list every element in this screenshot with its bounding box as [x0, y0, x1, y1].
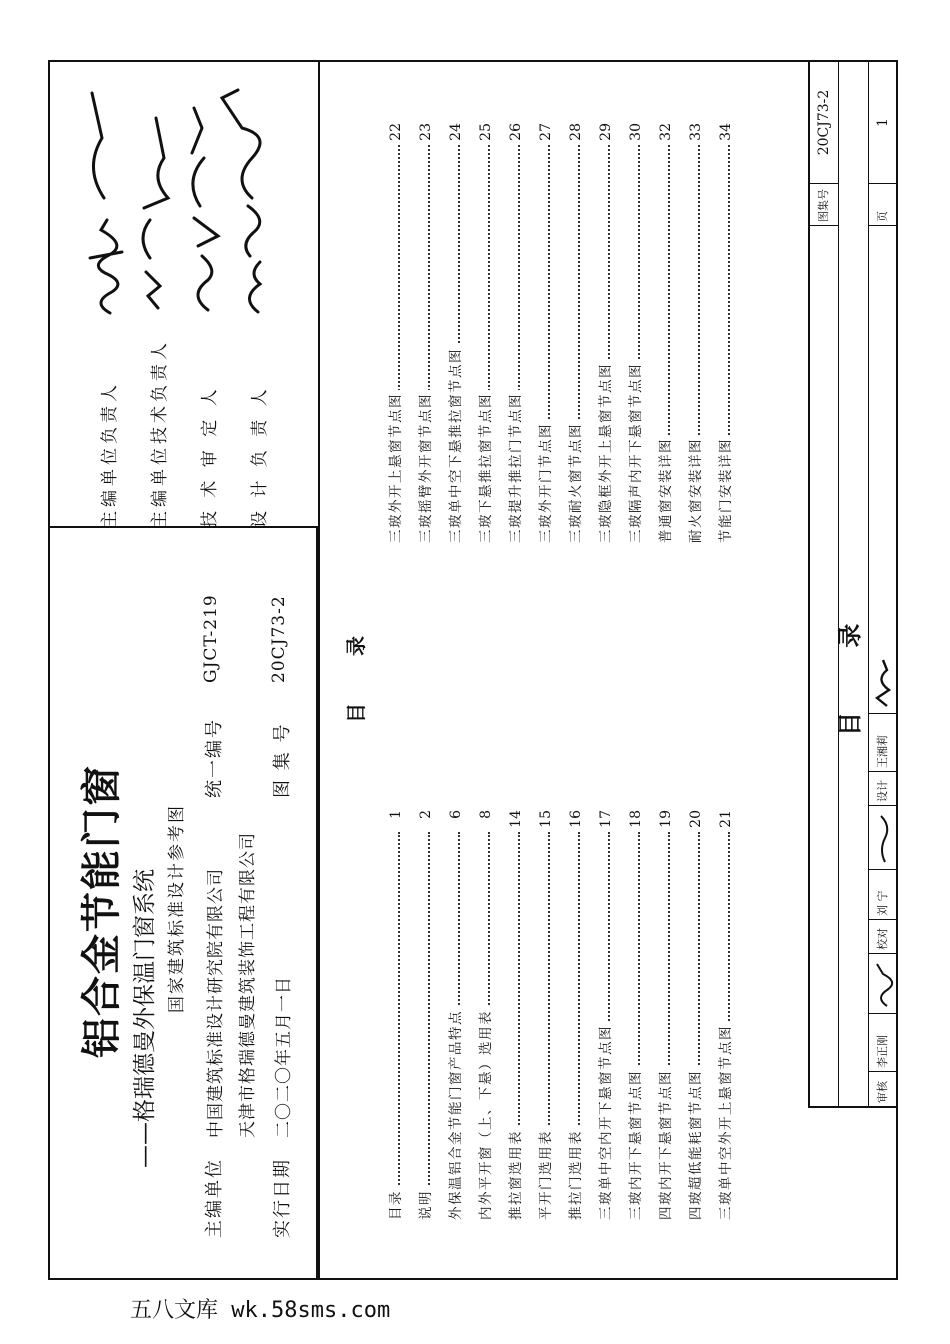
review-signature-mark	[871, 960, 895, 1010]
editor-unit-1: 中国建筑标准设计研究院有限公司	[206, 868, 226, 1138]
date-value: 二〇二〇年五月一日	[274, 976, 294, 1138]
watermark-footer	[130, 1293, 390, 1324]
toc-page: 23	[415, 123, 437, 144]
page-cell-value: 1	[869, 62, 897, 184]
toc-page: 33	[685, 123, 707, 144]
toc-title: 平开门选用表	[535, 1127, 557, 1220]
responsibility-label: 主编单位负责人	[100, 381, 120, 528]
toc-page: 17	[595, 810, 617, 831]
toc-page: 28	[565, 123, 587, 144]
toc-title: 三玻提升推拉门节点图	[505, 390, 527, 543]
toc-page: 16	[565, 810, 587, 831]
toc-page: 24	[445, 123, 467, 144]
toc-entry	[475, 123, 501, 543]
toc-entry	[715, 123, 741, 543]
toc-entry	[445, 123, 471, 543]
toc-title: 三玻单中空下悬推拉窗节点图	[445, 345, 467, 543]
atlas-number-label: 图 集 号	[272, 722, 293, 798]
toc-page: 19	[655, 810, 677, 831]
toc-page: 32	[655, 123, 677, 144]
toc-page: 2	[415, 810, 437, 822]
toc-page: 34	[715, 123, 737, 144]
toc-entry	[625, 810, 651, 1220]
toc-page: 18	[625, 810, 647, 831]
design-signature	[869, 650, 897, 714]
toc-title: 三玻单中空内开下悬窗节点图	[595, 1022, 617, 1220]
toc-entry	[565, 810, 591, 1220]
toc-entry	[595, 810, 621, 1220]
title-block-number-row	[810, 62, 839, 1106]
atlas-number-cell-label: 图集号	[810, 184, 838, 226]
toc-title: 四玻超低能耗窗节点图	[685, 1067, 707, 1220]
signature-2	[143, 118, 168, 308]
toc-title: 说明	[415, 1187, 437, 1220]
footer-url: wk.58sms.com	[231, 1298, 391, 1323]
signature-group	[80, 68, 300, 318]
drawing-sheet	[48, 60, 898, 1280]
toc-entry	[475, 810, 501, 1220]
check-signature-mark	[871, 812, 895, 866]
check-signature	[869, 806, 897, 870]
toc-entry	[595, 123, 621, 543]
toc-title: 推拉窗选用表	[505, 1127, 527, 1220]
toc-entry	[505, 123, 531, 543]
toc-entry	[655, 810, 681, 1220]
page-cell-label: 页	[869, 184, 897, 226]
toc-title: 内外平开窗（上、下悬）选用表	[475, 1007, 497, 1220]
unified-number-value: GJCT-219	[201, 594, 221, 683]
toc-title: 耐火窗安装详图	[685, 435, 707, 543]
toc-entry	[415, 123, 441, 543]
toc-entry	[625, 123, 651, 543]
cover-block	[50, 528, 318, 1278]
signature-3	[192, 108, 218, 310]
toc-entry	[445, 810, 471, 1220]
toc-title: 三玻下悬推拉窗节点图	[475, 390, 497, 543]
toc-page: 27	[535, 123, 557, 144]
toc-title: 外保温铝合金节能门窗产品特点	[445, 1007, 467, 1220]
toc-title: 三玻隐框外开上悬窗节点图	[595, 360, 617, 543]
toc-page: 22	[385, 123, 407, 144]
toc-title: 三玻外开上悬窗节点图	[385, 390, 407, 543]
review-signature	[869, 954, 897, 1014]
atlas-number-cell-value: 20CJ73-2	[810, 62, 838, 184]
toc-title: 三玻隔声内开下悬窗节点图	[625, 360, 647, 543]
toc-title: 三玻摇臂外开窗节点图	[415, 390, 437, 543]
title-block-title: 目 录	[836, 595, 864, 736]
design-name: 王湘莉	[869, 714, 897, 772]
atlas-reference: 国家建筑标准设计参考图	[167, 804, 187, 1013]
toc-page: 14	[505, 810, 527, 831]
check-label: 校对	[869, 920, 897, 954]
responsibility-block	[50, 62, 318, 528]
toc-page: 21	[715, 810, 737, 831]
toc-entry	[535, 123, 561, 543]
header-separator	[318, 62, 320, 1278]
toc-title: 三玻耐火窗节点图	[565, 420, 587, 543]
toc-page: 15	[535, 810, 557, 831]
toc-page: 6	[445, 810, 467, 822]
atlas-number-value: 20CJ73-2	[269, 595, 289, 683]
atlas-title: 铝合金节能门窗	[79, 764, 125, 1058]
signature-4	[222, 90, 260, 312]
toc-page: 8	[475, 810, 497, 822]
title-block	[808, 62, 896, 1108]
toc-page: 25	[475, 123, 497, 144]
title-block-signature-row	[868, 62, 897, 1106]
signature-1	[90, 93, 122, 313]
responsibility-label: 设 计 负 责 人	[250, 385, 270, 528]
toc-title: 三玻内开下悬窗节点图	[625, 1067, 647, 1220]
toc-entry	[685, 123, 711, 543]
toc-entry	[505, 810, 531, 1220]
toc-title: 三玻单中空外开上悬窗节点图	[715, 1022, 737, 1220]
toc-title: 节能门安装详图	[715, 435, 737, 543]
footer-brand: 五八文库	[130, 1298, 219, 1323]
toc-entry	[715, 810, 741, 1220]
toc-page: 20	[685, 810, 707, 831]
design-signature-mark	[871, 656, 895, 710]
toc-entry	[385, 123, 411, 543]
toc-title: 三玻外开门节点图	[535, 420, 557, 543]
toc-entry	[655, 123, 681, 543]
design-label: 设计	[869, 772, 897, 806]
toc-entry	[415, 810, 441, 1220]
responsibility-label: 技 术 审 定 人	[200, 385, 220, 528]
toc-entry	[385, 810, 411, 1220]
check-name: 刘 宁	[869, 870, 897, 920]
toc-title: 目录	[385, 1187, 407, 1220]
toc-title: 普通窗安装详图	[655, 435, 677, 543]
toc-title: 四玻内开下悬窗节点图	[655, 1067, 677, 1220]
toc-entry	[535, 810, 561, 1220]
toc-page: 29	[595, 123, 617, 144]
review-label: 审核	[876, 1081, 889, 1103]
toc-page: 30	[625, 123, 647, 144]
editor-label: 主编单位	[204, 1158, 225, 1238]
review-name: 李正刚	[869, 1014, 897, 1072]
toc-page: 1	[385, 810, 407, 822]
toc-heading: 目 录	[344, 616, 368, 723]
date-label: 实行日期	[272, 1158, 293, 1238]
unified-number-label: 统一编号	[204, 718, 225, 798]
toc-entry	[565, 123, 591, 543]
toc-entry	[685, 810, 711, 1220]
editor-unit-2: 天津市格瑞德曼建筑装饰工程有限公司	[238, 832, 258, 1138]
toc-title: 推拉门选用表	[565, 1127, 587, 1220]
rotated-content	[50, 62, 896, 1278]
toc-page: 26	[505, 123, 527, 144]
atlas-subtitle: ——格瑞德曼外保温门窗系统	[132, 869, 158, 1168]
responsibility-label: 主编单位技术负责人	[150, 339, 170, 528]
